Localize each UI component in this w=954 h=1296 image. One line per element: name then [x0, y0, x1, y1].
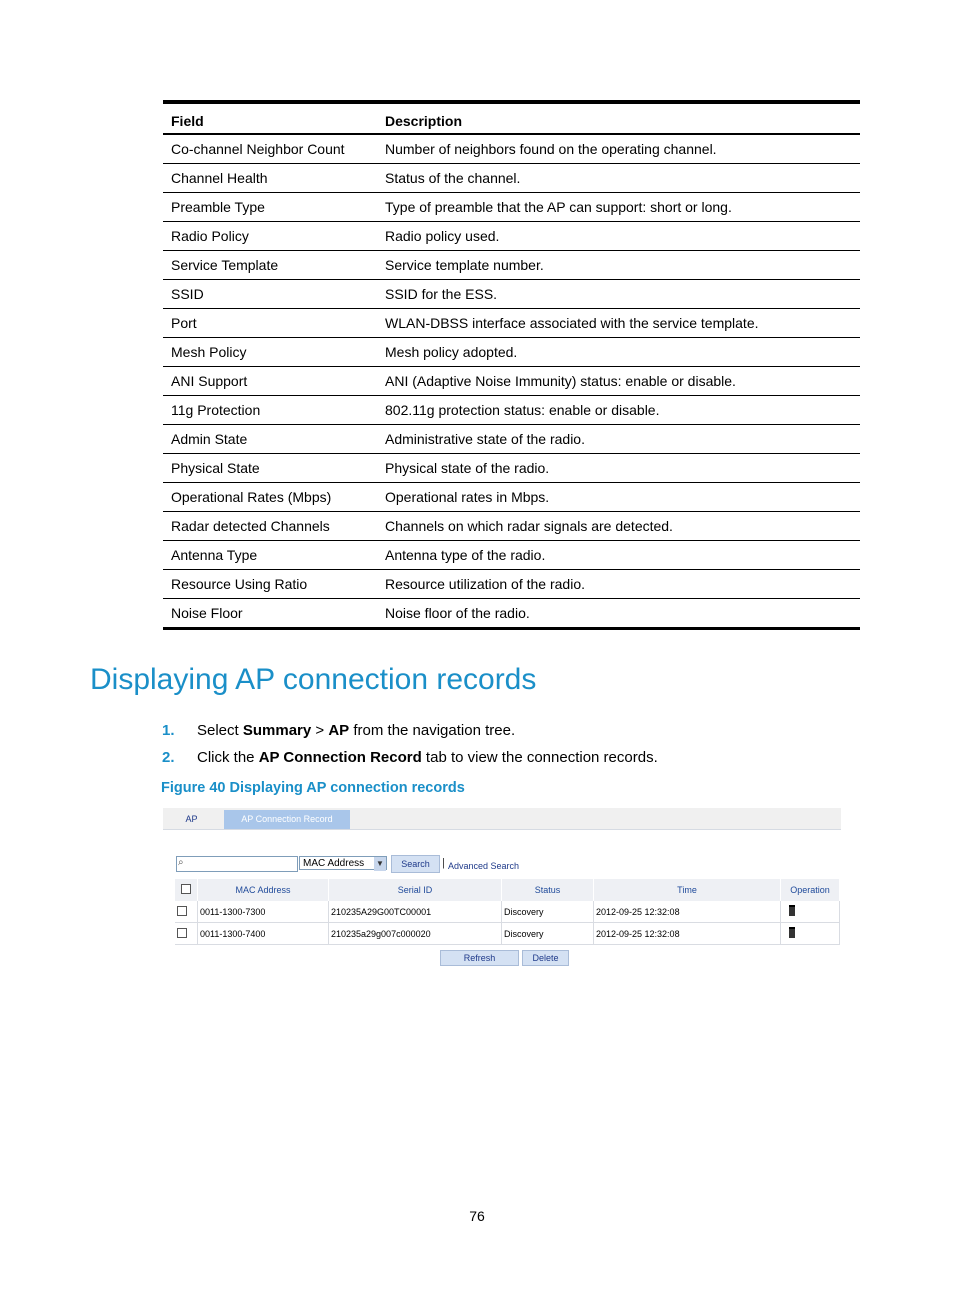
mac-cell: 0011-1300-7400 — [198, 923, 329, 945]
records-header-row — [175, 879, 840, 901]
step-text: from the navigation tree. — [349, 722, 516, 739]
column-operation: Operation — [781, 879, 840, 901]
serial-cell: 210235A29G00TC00001 — [329, 901, 502, 923]
table-row — [163, 541, 860, 570]
description-cell: Resource utilization of the radio. — [377, 570, 860, 599]
field-cell: Antenna Type — [163, 541, 377, 570]
step-number: 2. — [162, 749, 175, 766]
table-row — [163, 251, 860, 280]
column-mac-address[interactable]: MAC Address — [198, 879, 329, 901]
table-row — [163, 396, 860, 425]
refresh-button[interactable]: Refresh — [440, 950, 519, 966]
description-cell: Mesh policy adopted. — [377, 338, 860, 367]
step-bold: AP Connection Record — [258, 749, 422, 766]
field-cell: ANI Support — [163, 367, 377, 396]
field-cell: Operational Rates (Mbps) — [163, 483, 377, 512]
search-button[interactable]: Search — [391, 855, 440, 873]
search-field-select[interactable] — [299, 856, 387, 870]
select-all-checkbox[interactable] — [181, 884, 191, 894]
search-field-value: MAC Address — [303, 858, 365, 869]
tab-ap-connection-record[interactable]: AP Connection Record — [224, 810, 350, 829]
description-cell: WLAN-DBSS interface associated with the service template. — [377, 309, 860, 338]
row-checkbox[interactable] — [177, 928, 187, 938]
field-cell: Admin State — [163, 425, 377, 454]
field-cell: Channel Health — [163, 164, 377, 193]
step-number: 1. — [162, 722, 175, 739]
delete-button[interactable]: Delete — [522, 950, 569, 966]
field-cell: Physical State — [163, 454, 377, 483]
serial-cell: 210235a29g007c000020 — [329, 923, 502, 945]
chevron-down-icon[interactable]: ▼ — [374, 857, 386, 871]
mac-cell: 0011-1300-7300 — [198, 901, 329, 923]
column-serial-id[interactable]: Serial ID — [329, 879, 502, 901]
step-text: Click the — [197, 749, 259, 766]
field-cell: Port — [163, 309, 377, 338]
table-row — [163, 134, 860, 164]
header-field: Field — [163, 102, 377, 134]
tab-ap[interactable]: AP — [185, 814, 198, 824]
row-checkbox-cell — [175, 923, 198, 945]
field-cell: SSID — [163, 280, 377, 309]
header-description: Description — [377, 102, 860, 134]
table-row — [163, 222, 860, 251]
field-cell: Radio Policy — [163, 222, 377, 251]
field-cell: Radar detected Channels — [163, 512, 377, 541]
search-icon: ⌕ — [178, 857, 184, 868]
description-cell: Physical state of the radio. — [377, 454, 860, 483]
description-cell: 802.11g protection status: enable or disable. — [377, 396, 860, 425]
field-cell: Noise Floor — [163, 599, 377, 629]
field-cell: Mesh Policy — [163, 338, 377, 367]
row-checkbox[interactable] — [177, 906, 187, 916]
column-status[interactable]: Status — [502, 879, 594, 901]
select-all-cell — [175, 879, 198, 901]
tab-bar — [163, 808, 841, 830]
field-description-table — [163, 100, 860, 630]
row-checkbox-cell — [175, 901, 198, 923]
description-cell: SSID for the ESS. — [377, 280, 860, 309]
step-bold: Summary — [242, 722, 312, 739]
trash-icon[interactable] — [789, 905, 795, 916]
description-cell: Antenna type of the radio. — [377, 541, 860, 570]
column-time[interactable]: Time — [594, 879, 781, 901]
table-row — [163, 193, 860, 222]
time-cell: 2012-09-25 12:32:08 — [594, 901, 781, 923]
description-cell: Administrative state of the radio. — [377, 425, 860, 454]
table-row — [163, 425, 860, 454]
table-header-row — [163, 102, 860, 134]
operation-cell — [781, 901, 840, 923]
description-cell: Noise floor of the radio. — [377, 599, 860, 629]
table-row — [163, 483, 860, 512]
step-bold: AP — [328, 722, 350, 739]
description-cell: Channels on which radar signals are detected. — [377, 512, 860, 541]
time-cell: 2012-09-25 12:32:08 — [594, 923, 781, 945]
connection-records-table — [175, 879, 840, 945]
table-row — [163, 338, 860, 367]
field-cell: 11g Protection — [163, 396, 377, 425]
table-row — [163, 599, 860, 629]
description-cell: Operational rates in Mbps. — [377, 483, 860, 512]
status-cell: Discovery — [502, 901, 594, 923]
description-cell: Number of neighbors found on the operating channel. — [377, 134, 860, 164]
description-cell: Status of the channel. — [377, 164, 860, 193]
trash-icon[interactable] — [789, 927, 795, 938]
table-row — [163, 309, 860, 338]
step-text: Select — [197, 722, 243, 739]
table-row — [175, 901, 840, 923]
figure-caption: Figure 40 Displaying AP connection records — [161, 780, 465, 796]
field-cell: Preamble Type — [163, 193, 377, 222]
table-row — [163, 367, 860, 396]
table-row — [175, 923, 840, 945]
description-cell: Type of preamble that the AP can support: short or long. — [377, 193, 860, 222]
step-item — [162, 720, 658, 747]
step-text: > — [311, 722, 329, 739]
table-row — [163, 454, 860, 483]
description-cell: Service template number. — [377, 251, 860, 280]
table-row — [163, 280, 860, 309]
page-number: 76 — [469, 1208, 485, 1224]
search-input[interactable] — [176, 856, 298, 872]
ap-connection-record-screenshot — [163, 808, 841, 968]
description-cell: ANI (Adaptive Noise Immunity) status: enable or disable. — [377, 367, 860, 396]
operation-cell — [781, 923, 840, 945]
table-row — [163, 164, 860, 193]
field-cell: Resource Using Ratio — [163, 570, 377, 599]
step-text: tab to view the connection records. — [421, 749, 658, 766]
field-cell: Co-channel Neighbor Count — [163, 134, 377, 164]
section-heading: Displaying AP connection records — [90, 663, 537, 696]
status-cell: Discovery — [502, 923, 594, 945]
description-cell: Radio policy used. — [377, 222, 860, 251]
table-row — [163, 512, 860, 541]
steps-list — [162, 720, 658, 774]
table-row — [163, 570, 860, 599]
field-cell: Service Template — [163, 251, 377, 280]
advanced-search-link[interactable]: Advanced Search — [448, 861, 520, 871]
separator: | — [442, 857, 445, 869]
step-item — [162, 747, 658, 774]
